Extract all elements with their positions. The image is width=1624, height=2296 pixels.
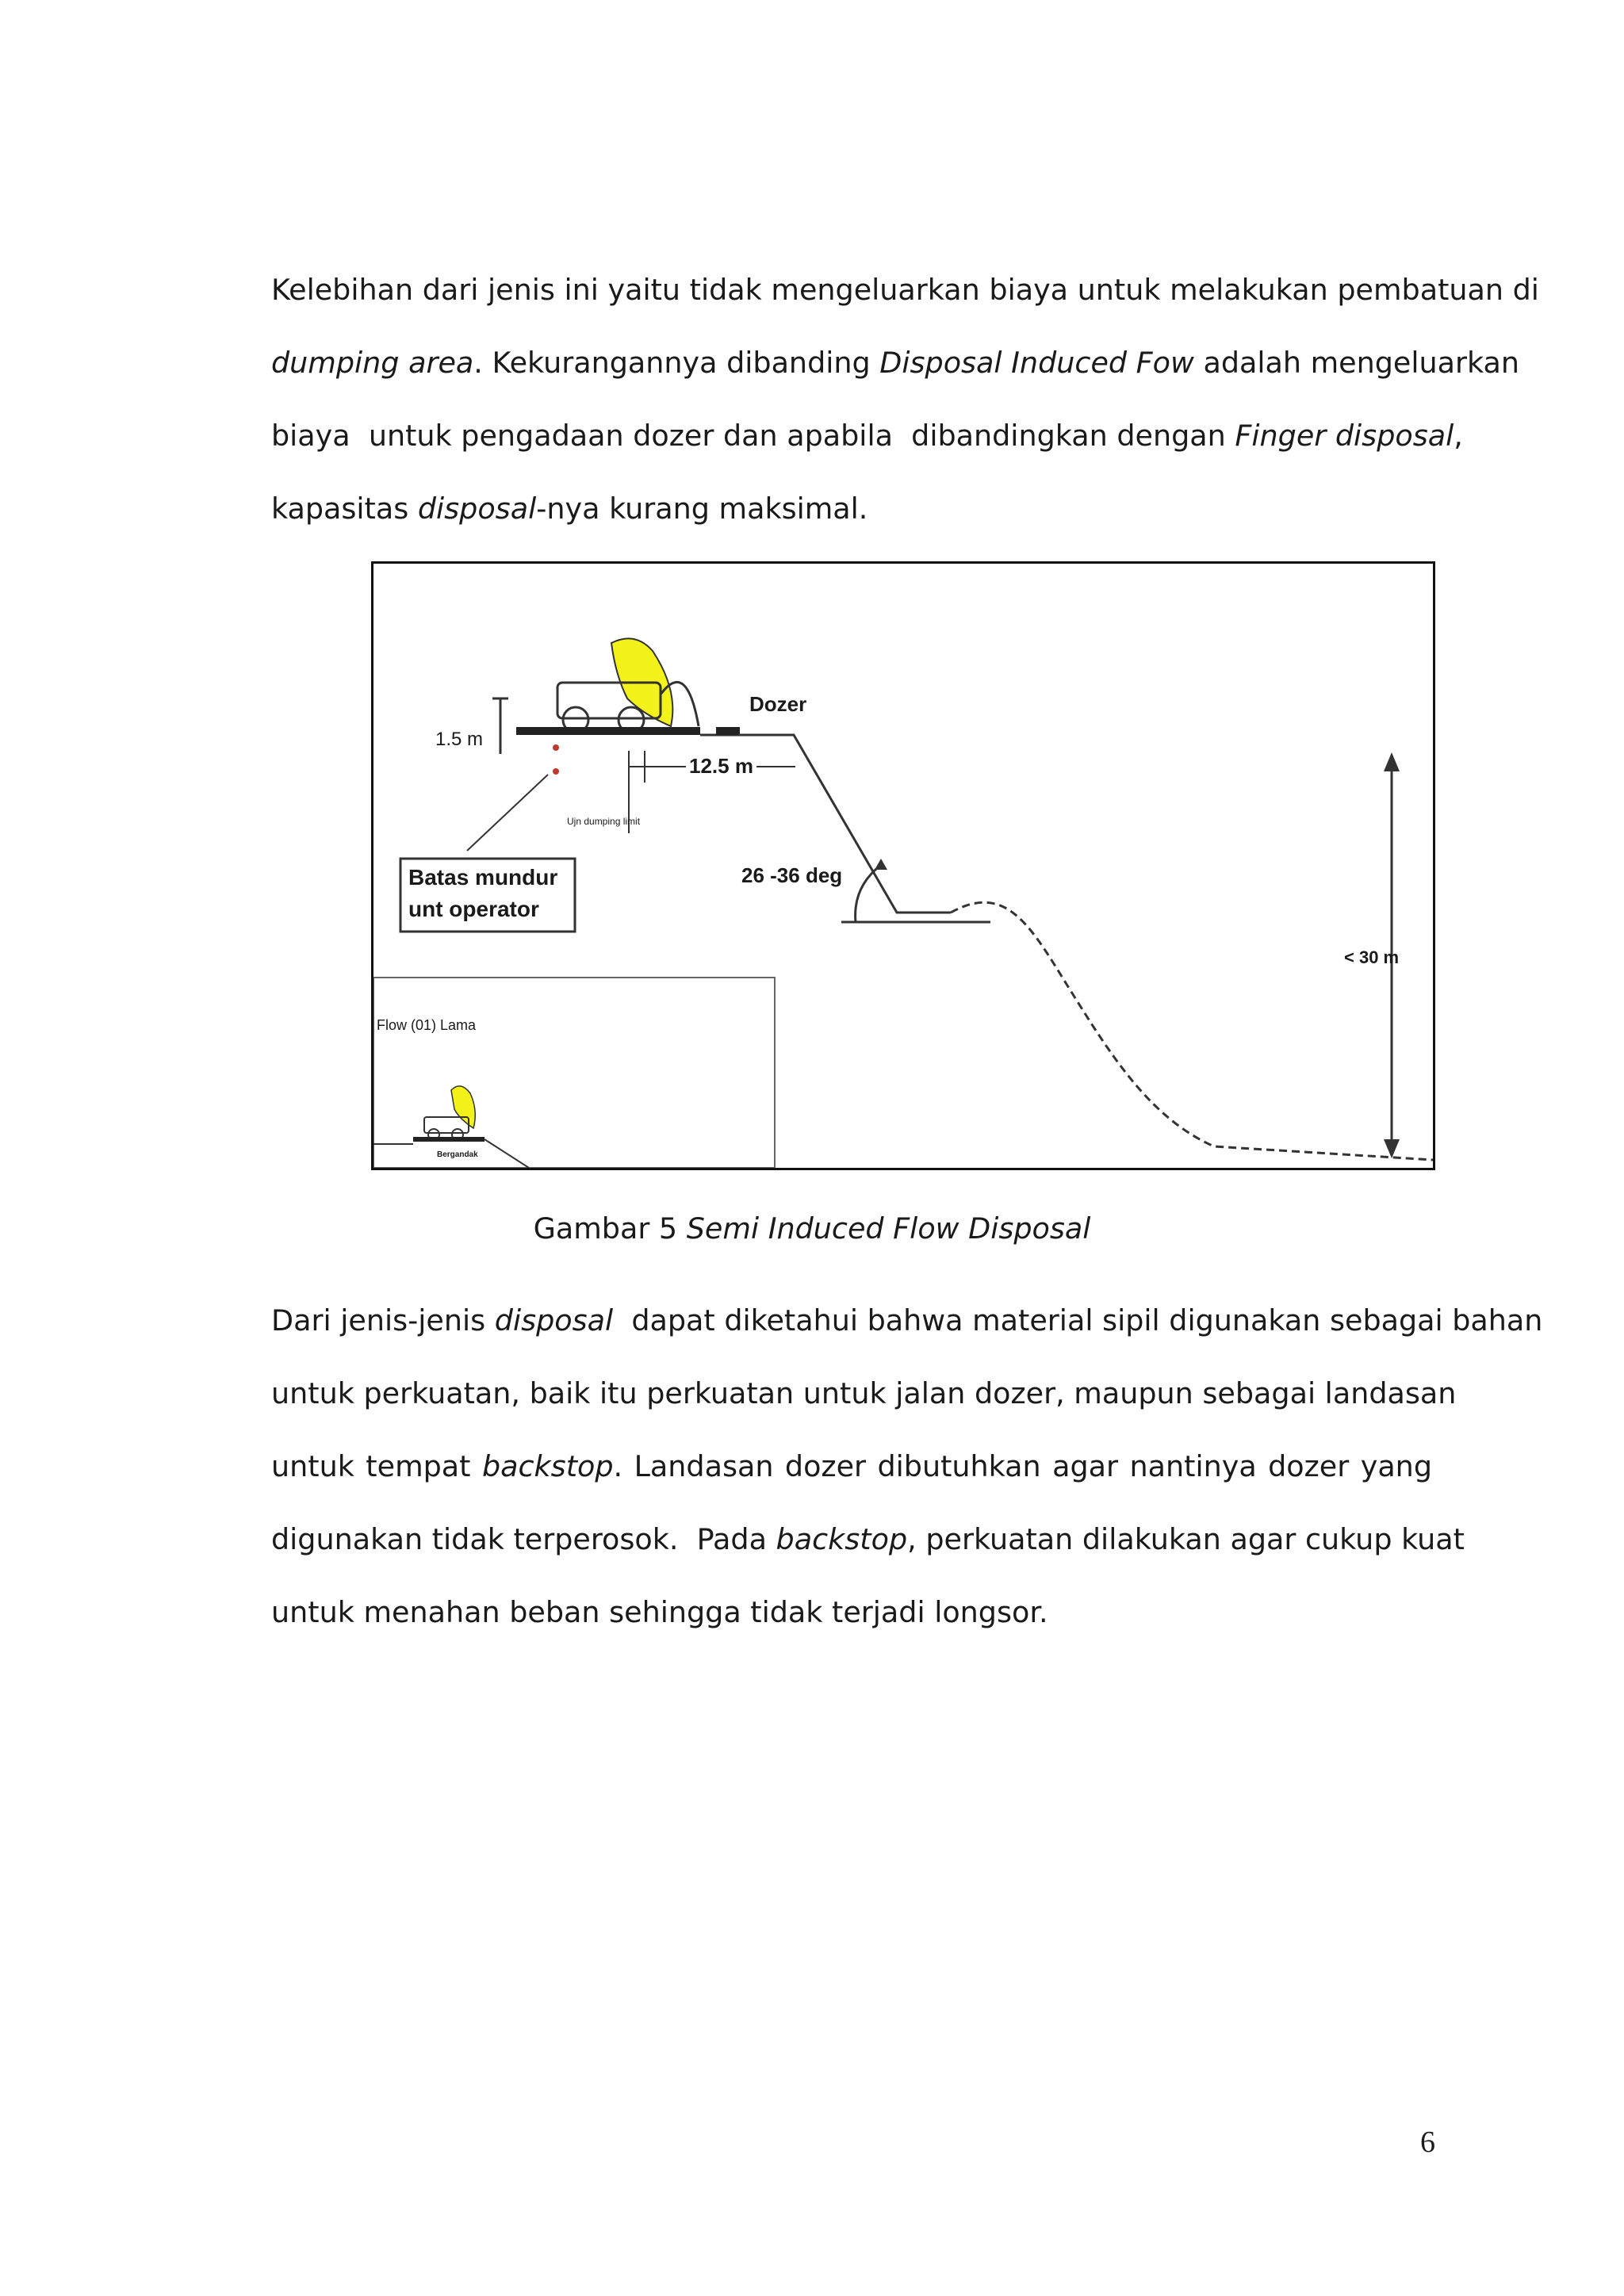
inset-title-label: Flow (01) Lama xyxy=(377,1017,477,1033)
dump-platform xyxy=(516,727,700,735)
caption-prefix: Gambar 5 xyxy=(533,1211,687,1246)
paragraph-2-line-1: Dari jenis-jenis disposal dapat diketahui bahwa material sipil digunakan sebagai bahan xyxy=(271,1303,1543,1337)
paragraph-1-line-3: biaya untuk pengadaan dozer dan apabila dibandingkan dengan Finger disposal, xyxy=(271,419,1463,453)
angle-arrowhead xyxy=(875,859,887,870)
height-marker-label: 1.5 m xyxy=(435,729,484,750)
limit-dot-1 xyxy=(553,744,559,751)
paragraph-2-line-4: digunakan tidak terperosok. Pada backstop, perkuatan dilakukan agar cukup kuat xyxy=(271,1522,1465,1556)
paragraph-2-line-3: untuk tempat backstop. Landasan dozer dibutuhkan agar nantinya dozer yang xyxy=(271,1449,1432,1483)
callout-pointer-line xyxy=(467,775,548,851)
distance-label: 12.5 m xyxy=(686,754,756,779)
paragraph-1 xyxy=(271,254,1539,545)
dozer-icon xyxy=(716,727,740,735)
figure-semi-induced-flow-disposal xyxy=(371,561,1435,1170)
paragraph-1-line-4: kapasitas disposal-nya kurang maksimal. xyxy=(271,492,868,526)
page-number: 6 xyxy=(1420,2126,1435,2159)
total-height-arrowhead-bottom xyxy=(1384,1139,1400,1158)
slope-profile-dashed xyxy=(951,902,1433,1160)
callout-text-line-2: unt operator xyxy=(408,897,539,921)
paragraph-1-line-2: dumping area. Kekurangannya dibanding Disposal Induced Fow adalah mengeluarkan xyxy=(271,346,1520,380)
paragraph-1-line-1: Kelebihan dari jenis ini yaitu tidak mengeluarkan biaya untuk melakukan pembatuan di xyxy=(271,273,1539,307)
total-height-label: < 30 m xyxy=(1344,947,1400,967)
paragraph-2-line-5: untuk menahan beban sehingga tidak terjadi longsor. xyxy=(271,1595,1048,1629)
caption-title: Semi Induced Flow Disposal xyxy=(686,1211,1091,1246)
dozer-label: Dozer xyxy=(749,692,807,716)
paragraph-2 xyxy=(271,1284,1543,1649)
angle-arc xyxy=(856,865,881,922)
inset-caption-label: Bergandak xyxy=(437,1150,478,1159)
figure-caption xyxy=(0,1205,1624,1253)
total-height-arrowhead-top xyxy=(1384,752,1400,771)
paragraph-2-line-2: untuk perkuatan, baik itu perkuatan untuk jalan dozer, maupun sebagai landasan xyxy=(271,1376,1457,1410)
angle-label: 26 -36 deg xyxy=(741,863,843,887)
dumping-limit-label: Ujn dumping limit xyxy=(567,816,641,827)
callout-text-line-1: Batas mundur xyxy=(408,865,558,890)
limit-dot-2 xyxy=(553,768,559,775)
inset-platform xyxy=(413,1137,485,1142)
